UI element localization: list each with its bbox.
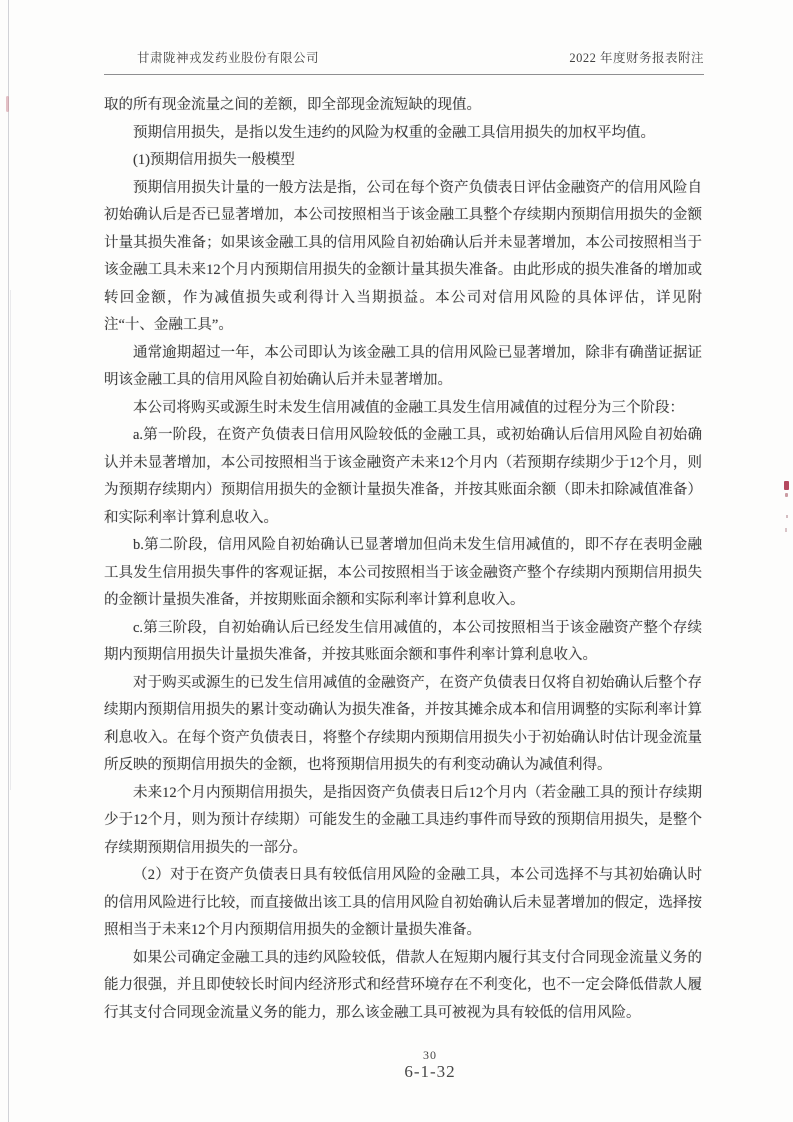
paragraph: b.第二阶段，信用风险自初始确认已显著增加但尚未发生信用减值的，即不存在表明金融工具发生信用损失事件的客观证据，本公司按照相当于该金融资产整个存续期内预期信用损失的金额计量损失准备，并按期账面余额和实际利率计算利息收入。 xyxy=(104,537,702,608)
paragraph: c.第三阶段，自初始确认后已经发生信用减值的，本公司按照相当于该金融资产整个存续期内预期信用损失计量损失准备，并按其账面余额和事件利率计算利息收入。 xyxy=(104,619,702,663)
scan-edge-line-faint xyxy=(10,290,11,790)
scan-smudge xyxy=(6,96,9,112)
paragraph: 对于购买或源生的已发生信用减值的金融资产，在资产负债表日仅将自初始确认后整个存续期内预期信用损失的累计变动确认为损失准备，并按其摊余成本和信用调整的实际利率计算利息收入。在每个资产负债表日，将整个存续期内预期信用损失小于初始确认时估计现金流量所反映的预期信用损失的金额，也将预期信用损失的有利变动确认为减值利得。 xyxy=(104,674,702,773)
page-number: 30 xyxy=(423,1048,437,1062)
red-margin-speck xyxy=(786,515,788,518)
document-header xyxy=(104,48,704,75)
paragraph: 预期信用损失，是指以发生违约的风险为权重的金融工具信用损失的加权平均值。 xyxy=(133,124,655,141)
red-margin-mark xyxy=(784,481,789,490)
red-margin-speck-2 xyxy=(785,528,787,532)
report-title: 2022 年度财务报表附注 xyxy=(569,51,704,65)
red-margin-mark-small xyxy=(785,493,788,497)
document-footer xyxy=(131,1048,729,1082)
paragraph: a.第一阶段，在资产负债表日信用风险较低的金融工具，或初始确认后信用风险自初始确认并未显著增加，本公司按照相当于该金融资产未来12个月内（若预期存续期少于12个月，则为预期存续期内）预期信用损失的金额计量损失准备，并按其账面余额（即未扣除减值准备）和实际利率计算利息收入。 xyxy=(104,427,702,526)
company-name: 甘肃陇神戎发药业股份有限公司 xyxy=(137,51,320,65)
paragraph: 如果公司确定金融工具的违约风险较低，借款人在短期内履行其支付合同现金流量义务的能力很强，并且即使较长时间内经济形式和经营环境存在不利变化，也不一定会降低借款人履行其支付合同现金流量义务的能力，那么该金融工具可被视为具有较低的信用风险。 xyxy=(104,949,702,1021)
scan-edge-line xyxy=(8,0,9,1122)
paragraph: (1)预期信用损失一般模型 xyxy=(133,152,295,168)
paragraph: 本公司将购买或源生时未发生信用减值的金融工具发生信用减值的过程分为三个阶段： xyxy=(133,399,684,416)
prospectus-page-code: 6-1-32 xyxy=(404,1062,456,1081)
paragraph: （2）对于在资产负债表日具有较低信用风险的金融工具，本公司选择不与其初始确认时的信用风险进行比较，而直接做出该工具的信用风险自初始确认后未显著增加的假定，选择按照相当于未来12个月内预期信用损失的金额计量损失准备。 xyxy=(104,867,702,938)
paragraph: 预期信用损失计量的一般方法是指，公司在每个资产负债表日评估金融资产的信用风险自初始确认后是否已显著增加，本公司按照相当于该金融工具整个存续期内预期信用损失的金额计量其损失准备；如果该金融工具的信用风险自初始确认后并未显著增加，本公司按照相当于该金融工具未来12个月内预期信用损失的金额计量其损失准备。由此形成的损失准备的增加或转回金额，作为减值损失或利得计入当期损益。本公司对信用风险的具体评估，详见附注“十、金融工具”。 xyxy=(104,179,702,333)
paragraph: 未来12个月内预期信用损失，是指因资产负债表日后12个月内（若金融工具的预计存续期少于12个月，则为预计存续期）可能发生的金融工具违约事件而导致的预期信用损失，是整个存续期预期信用损失的一部分。 xyxy=(104,784,702,856)
document-body xyxy=(104,92,702,1027)
paragraph: 通常逾期超过一年，本公司即认为该金融工具的信用风险已显著增加，除非有确凿证据证明该金融工具的信用风险自初始确认后并未显著增加。 xyxy=(104,344,702,388)
paragraph: 取的所有现金流量之间的差额，即全部现金流短缺的现值。 xyxy=(104,97,481,113)
